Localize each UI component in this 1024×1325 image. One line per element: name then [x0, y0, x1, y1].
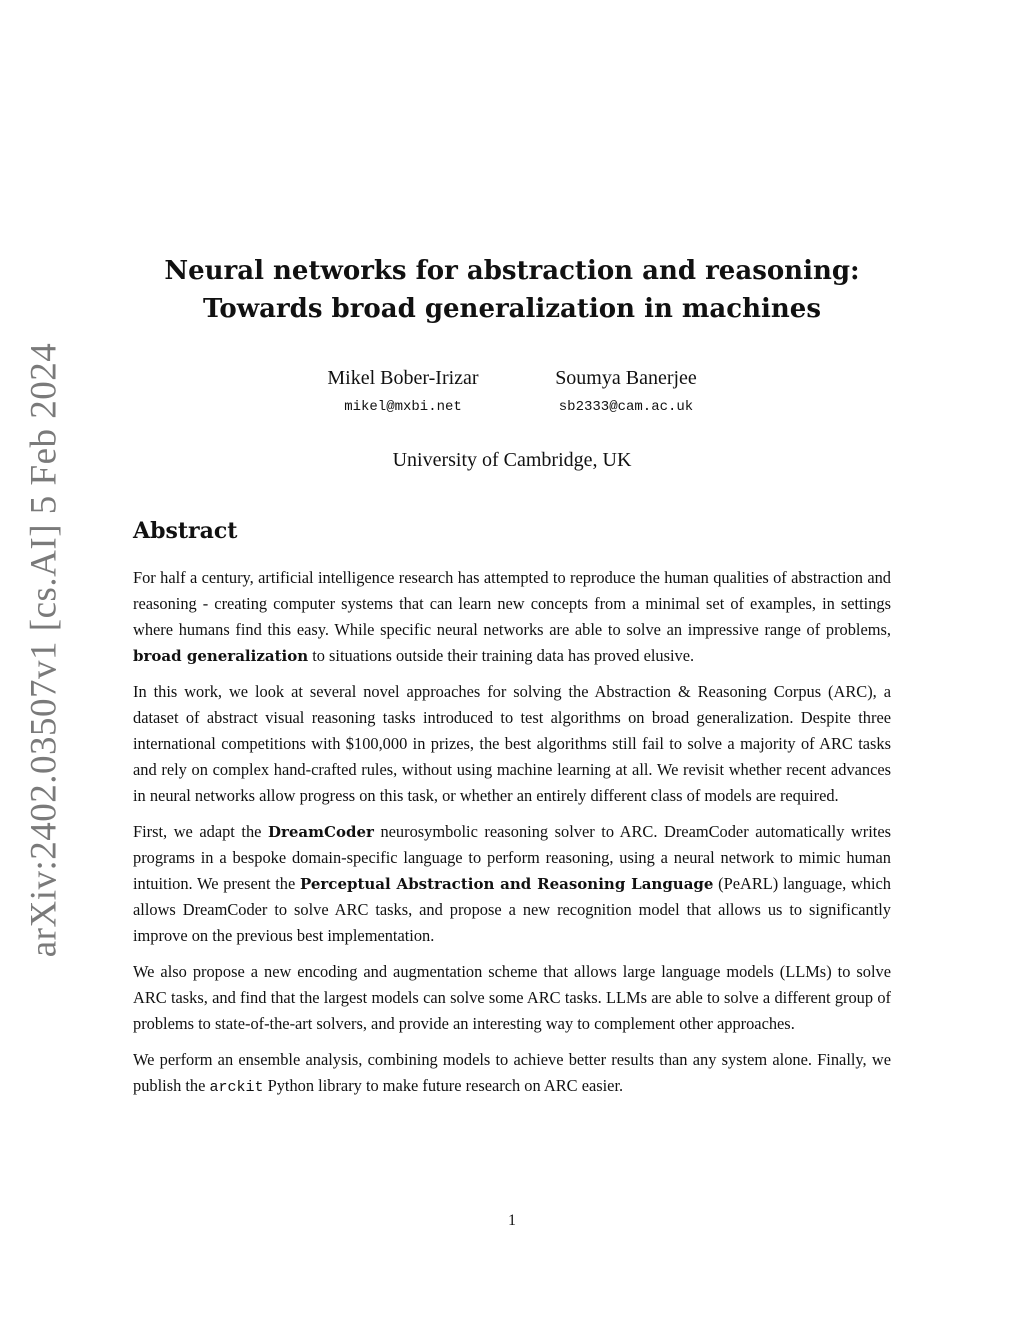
emphasis-pearl: Perceptual Abstraction and Reasoning Language — [299, 875, 714, 893]
arxiv-identifier-stamp: arXiv:2402.03507v1 [cs.AI] 5 Feb 2024 — [23, 342, 65, 958]
author-block-2 — [506, 366, 746, 416]
paper-title-line-2: Towards broad generalization in machines — [203, 294, 821, 324]
emphasis-dreamcoder: DreamCoder — [267, 823, 374, 841]
text-run: (PeARL) language, which allows DreamCoder to solve ARC tasks, and propose a new recognition model that allows us to significantly improve on the previous best implementation. — [133, 874, 892, 945]
text-run: We perform an ensemble analysis, combining models to achieve better results than any system alone. Finally, we publish the — [133, 1050, 891, 1095]
abstract-body — [133, 565, 891, 1111]
emphasis-broad-generalization: broad generalization — [133, 647, 309, 665]
abstract-paragraph-2: In this work, we look at several novel approaches for solving the Abstraction & Reasoning Corpus (ARC), a dataset of abstract visual reasoning tasks introduced to test algorithms on broad generalization. Despite three international competitions with $100,000 in prizes, the best algorithms still fail to solve a majority of ARC tasks and rely on complex hand-crafted rules, without using machine learning at all. We revisit whether recent advances in neural networks allow progress on this task, or whether an entirely different class of models are required. — [133, 682, 891, 805]
abstract-paragraph-3 — [133, 819, 891, 949]
abstract-paragraph-4: We also propose a new encoding and augmentation scheme that allows large language models (LLMs) to solve ARC tasks, and find that the largest models can solve some ARC tasks. LLMs are able to solve a different group of problems to state-of-the-art solvers, and provide an interesting way to complement other approaches. — [133, 962, 891, 1033]
paper-title-line-1: Neural networks for abstraction and reasoning: — [164, 256, 860, 286]
paper-title — [0, 252, 1024, 328]
text-run: Python library to make future research on ARC easier. — [263, 1076, 624, 1095]
author-block-1 — [283, 366, 523, 416]
text-run: First, we adapt the — [133, 822, 268, 841]
affiliation: University of Cambridge, UK — [392, 449, 632, 471]
author-email[interactable]: mikel@mxbi.net — [344, 399, 462, 415]
author-name: Mikel Bober-Irizar — [327, 367, 479, 389]
code-arckit: arckit — [209, 1079, 264, 1096]
abstract-paragraph-1 — [133, 565, 891, 669]
author-name: Soumya Banerjee — [555, 367, 697, 389]
abstract-paragraph-5 — [133, 1047, 891, 1101]
text-run: neurosymbolic reasoning solver to ARC. DreamCoder automatically writes programs in a bespoke domain-specific language to perform reasoning, using a neural network to mimic human intuition. We present the — [133, 822, 891, 893]
text-run: For half a century, artificial intelligence research has attempted to reproduce the human qualities of abstraction and reasoning - creating computer systems that can learn new concepts from a minimal set of examples, in settings where humans find this easy. While specific neural networks are able to solve an impressive range of problems, — [133, 568, 891, 639]
author-email[interactable]: sb2333@cam.ac.uk — [558, 399, 694, 415]
text-run: to situations outside their training data has proved elusive. — [308, 646, 695, 665]
page-number: 1 — [508, 1212, 516, 1229]
abstract-heading: Abstract — [133, 518, 238, 544]
